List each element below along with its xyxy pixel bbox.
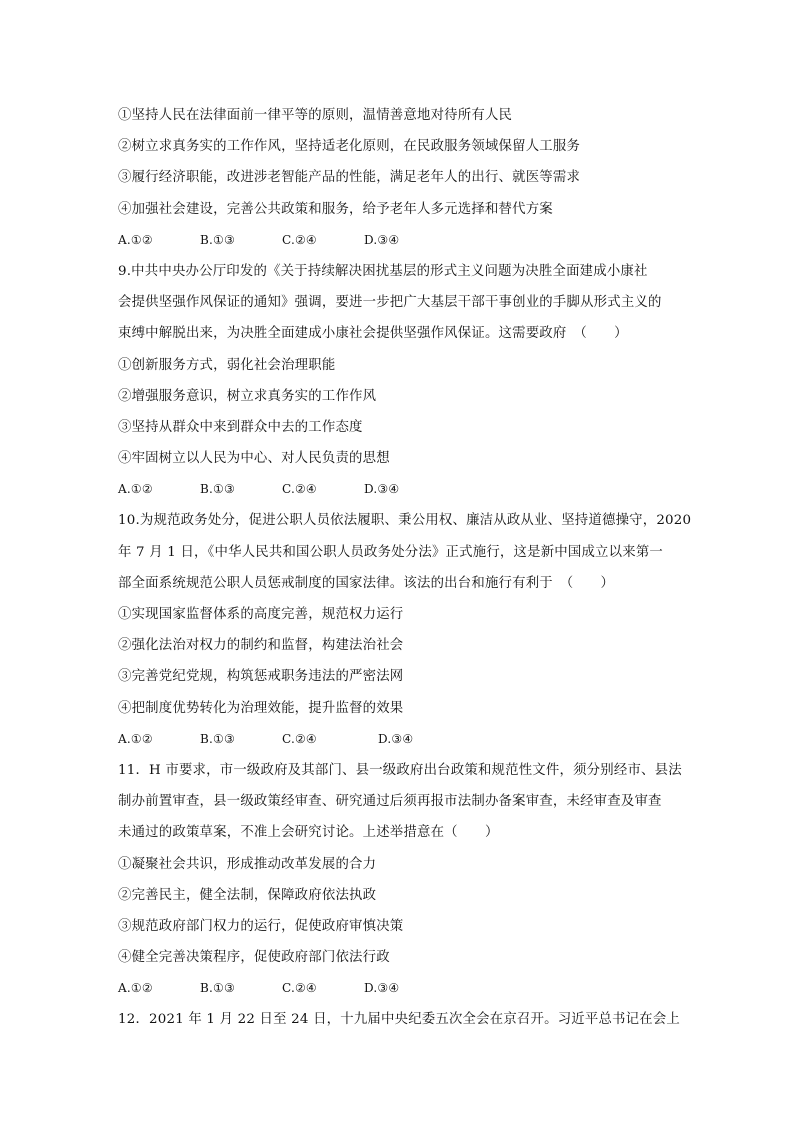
question-9 [118, 256, 678, 506]
q9-options [118, 474, 678, 505]
q10-option-b: B.①③ [200, 731, 235, 746]
q10-options [118, 724, 678, 755]
q10-option-a: A.①② [118, 731, 153, 746]
q9-option-b: B.①③ [200, 482, 235, 497]
q11-item-2: ②完善民主，健全法制，保障政府依法执政 [118, 887, 377, 903]
q8-option-c: C.②④ [282, 232, 317, 247]
q8-option-d: D.③④ [364, 232, 400, 247]
q11-item-1: ①凝聚社会共识，形成推动改革发展的合力 [118, 856, 377, 872]
q11-option-d: D.③④ [364, 981, 400, 996]
q10-stem-line-1: 10.为规范政务处分，促进公职人员依法履职、秉公用权、廉洁从政从业、坚持道德操守，2020 [118, 513, 692, 529]
q9-item-4: ④牢固树立以人民为中心、对人民负责的思想 [118, 451, 390, 467]
q9-stem-line-3: 束缚中解脱出来，为决胜全面建成小康社会提供坚强作风保证。这需要政府 （ ） [118, 326, 628, 342]
q8-option-a: A.①② [118, 232, 153, 247]
q9-stem-line-1: 9.中共中央办公厅印发的《关于持续解决困扰基层的形式主义问题为决胜全面建成小康社 [118, 263, 648, 279]
q11-item-4: ④健全完善决策程序，促使政府部门依法行政 [118, 950, 390, 966]
q9-option-c: C.②④ [282, 482, 317, 497]
q9-option-a: A.①② [118, 482, 153, 497]
q9-item-3: ③坚持从群众中来到群众中去的工作态度 [118, 419, 363, 435]
q9-item-2: ②增强服务意识，树立求真务实的工作作风 [118, 388, 377, 404]
q8-item-1: ①坚持人民在法律面前一律平等的原则，温情善意地对待所有人民 [118, 108, 513, 123]
q12-stem-line-1: 12．2021 年 1 月 22 日至 24 日，十九届中央纪委五次全会在京召开。习近平总书记在会上 [118, 1012, 681, 1028]
q8-item-2: ②树立求真务实的工作作风，坚持适老化原则，在民政服务领域保留人工服务 [118, 139, 581, 155]
q11-options [118, 973, 678, 1004]
q10-stem-line-3: 部全面系统规范公职人员惩戒制度的国家法律。该法的出台和施行有利于 （ ） [118, 575, 615, 591]
q9-item-1: ①创新服务方式，弱化社会治理职能 [118, 357, 336, 373]
question-12 [118, 1004, 681, 1035]
q10-option-d: D.③④ [378, 731, 414, 746]
q10-item-2: ②强化法治对权力的制约和监督，构建法治社会 [118, 638, 404, 654]
q10-option-c: C.②④ [282, 731, 317, 746]
q11-stem-line-3: 未通过的政策草案，不准上会研究讨论。上述举措意在（ ） [118, 825, 499, 841]
q8-options [118, 225, 678, 256]
question-8-items [118, 100, 678, 256]
q9-option-d: D.③④ [364, 482, 400, 497]
exam-page [118, 100, 692, 1036]
q9-stem-line-2: 会提供坚强作风保证的通知》强调，要进一步把广大基层干部干事创业的手脚从形式主义的 [118, 295, 662, 311]
q10-item-4: ④把制度优势转化为治理效能，提升监督的效果 [118, 700, 404, 716]
q10-stem-line-2: 年 7 月 1 日，《中华人民共和国公职人员政务处分法》正式施行，这是新中国成立以来第一 [118, 544, 664, 560]
q11-item-3: ③规范政府部门权力的运行，促使政府审慎决策 [118, 918, 404, 934]
q8-item-3: ③履行经济职能，改进涉老智能产品的性能，满足老年人的出行、就医等需求 [118, 170, 581, 186]
q11-option-a: A.①② [118, 981, 153, 996]
q10-item-1: ①实现国家监督体系的高度完善，规范权力运行 [118, 607, 404, 622]
q11-option-b: B.①③ [200, 981, 235, 996]
q11-stem-line-2: 制办前置审查，县一级政策经审查、研究通过后须再报市法制办备案审查，未经审查及审查 [118, 794, 662, 810]
q8-item-4: ④加强社会建设，完善公共政策和服务，给予老年人多元选择和替代方案 [118, 201, 553, 217]
q11-stem-line-1: 11．H 市要求，市一级政府及其部门、县一级政府出台政策和规范性文件，须分别经市、县法 [118, 762, 682, 778]
question-11 [118, 755, 682, 1005]
q11-option-c: C.②④ [282, 981, 317, 996]
q10-item-3: ③完善党纪党规，构筑惩戒职务违法的严密法网 [118, 669, 404, 685]
question-10 [118, 505, 692, 755]
q8-option-b: B.①③ [200, 232, 235, 247]
